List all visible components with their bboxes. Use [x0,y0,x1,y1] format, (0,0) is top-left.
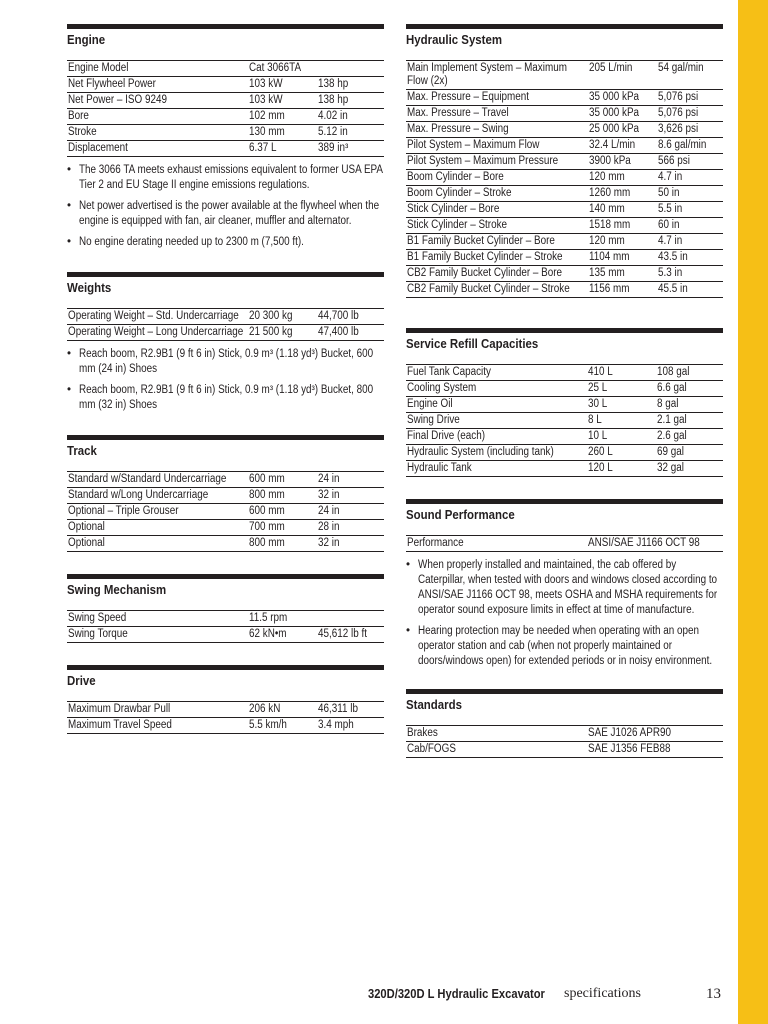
table-row: Bore 102 mm 4.02 in [67,109,384,125]
list-item: • Reach boom, R2.9B1 (9 ft 6 in) Stick, 0.9 m³ (1.18 yd³) Bucket, 800 mm (32 in) Shoes [67,383,384,413]
table-row: B1 Family Bucket Cylinder – Stroke 1104 mm 43.5 in [406,250,723,266]
table-row: Swing Drive 8 L 2.1 gal [406,413,723,429]
list-item: • No engine derating needed up to 2300 m (7,500 ft). [67,235,384,250]
weights-section [67,272,384,413]
weights-notes [67,347,384,413]
standards-section [406,689,723,758]
page-number: 13 [706,986,721,1002]
table-row: Performance ANSI/SAE J1166 OCT 98 [406,536,723,552]
swing-table [67,610,384,643]
section-title: Service Refill Capacities [406,336,539,351]
standards-table [406,725,723,758]
section-title: Track [67,443,97,458]
yellow-edge-bar [738,0,768,1024]
track-table [67,471,384,552]
drive-section [67,665,384,734]
table-row: Max. Pressure – Equipment 35 000 kPa 5,076 psi [406,90,723,106]
drive-table [67,701,384,734]
table-row: Max. Pressure – Swing 25 000 kPa 3,626 psi [406,122,723,138]
list-item: • Reach boom, R2.9B1 (9 ft 6 in) Stick, 0.9 m³ (1.18 yd³) Bucket, 600 mm (24 in) Shoes [67,347,384,377]
engine-notes [67,163,384,250]
section-title: Hydraulic System [406,32,503,47]
list-item: • The 3066 TA meets exhaust emissions equivalent to former USA EPA Tier 2 and EU Stage II engine emissions regulations. [67,163,384,193]
left-column [67,24,384,734]
table-row: Operating Weight – Std. Undercarriage 20 300 kg 44,700 lb [67,309,384,325]
section-title: Weights [67,280,112,295]
table-row: Standard w/Standard Undercarriage 600 mm 24 in [67,472,384,488]
refill-section [406,328,723,477]
sound-table [406,535,723,552]
table-row: Engine Model Cat 3066TA [67,61,384,77]
table-row: Pilot System – Maximum Flow 32.4 L/min 8.6 gal/min [406,138,723,154]
table-row: Max. Pressure – Travel 35 000 kPa 5,076 psi [406,106,723,122]
table-row: Boom Cylinder – Bore 120 mm 4.7 in [406,170,723,186]
table-row: Cooling System 25 L 6.6 gal [406,381,723,397]
track-section [67,435,384,552]
table-row: CB2 Family Bucket Cylinder – Bore 135 mm 5.3 in [406,266,723,282]
table-row: Final Drive (each) 10 L 2.6 gal [406,429,723,445]
table-row: Fuel Tank Capacity 410 L 108 gal [406,365,723,381]
table-row: Stick Cylinder – Bore 140 mm 5.5 in [406,202,723,218]
table-row: Pilot System – Maximum Pressure 3900 kPa 566 psi [406,154,723,170]
table-row: Boom Cylinder – Stroke 1260 mm 50 in [406,186,723,202]
right-column [406,24,723,758]
table-row: Stroke 130 mm 5.12 in [67,125,384,141]
section-title: Drive [67,673,96,688]
table-row: Maximum Travel Speed 5.5 km/h 3.4 mph [67,718,384,734]
table-row: Net Flywheel Power 103 kW 138 hp [67,77,384,93]
table-row: Maximum Drawbar Pull 206 kN 46,311 lb [67,702,384,718]
table-row: Cab/FOGS SAE J1356 FEB88 [406,742,723,758]
table-row: Net Power – ISO 9249 103 kW 138 hp [67,93,384,109]
table-row: Engine Oil 30 L 8 gal [406,397,723,413]
swing-section [67,574,384,643]
section-title: Swing Mechanism [67,582,167,597]
section-title: Sound Performance [406,507,515,522]
section-title: Engine [67,32,106,47]
weights-table [67,308,384,341]
footer-model-title: 320D/320D L Hydraulic Excavator [368,986,545,1001]
table-row: B1 Family Bucket Cylinder – Bore 120 mm 4.7 in [406,234,723,250]
sound-section [406,499,723,669]
sound-notes [406,558,723,669]
engine-section [67,24,384,250]
table-row: Main Implement System – Maximum Flow (2x) 205 L/min 54 gal/min [406,61,723,90]
table-row: Optional 800 mm 32 in [67,536,384,552]
table-row: Standard w/Long Undercarriage 800 mm 32 in [67,488,384,504]
list-item: • Hearing protection may be needed when operating with an open operator station and cab (when not properly maintained or doors/windows open) for extended periods or in noisy environment. [406,624,723,669]
table-row: CB2 Family Bucket Cylinder – Stroke 1156 mm 45.5 in [406,282,723,298]
engine-table [67,60,384,157]
table-row: Hydraulic System (including tank) 260 L 69 gal [406,445,723,461]
list-item: • Net power advertised is the power available at the flywheel when the engine is equipped with fan, air cleaner, muffler and alternator. [67,199,384,229]
table-row: Stick Cylinder – Stroke 1518 mm 60 in [406,218,723,234]
table-row: Swing Speed 11.5 rpm [67,611,384,627]
page-footer [368,986,641,1001]
table-row: Optional 700 mm 28 in [67,520,384,536]
table-row: Brakes SAE J1026 APR90 [406,726,723,742]
hydraulic-table [406,60,723,298]
table-row: Optional – Triple Grouser 600 mm 24 in [67,504,384,520]
section-title: Standards [406,697,462,712]
table-row: Hydraulic Tank 120 L 32 gal [406,461,723,477]
hydraulic-section [406,24,723,298]
footer-suffix: specifications [564,986,641,1001]
table-row: Displacement 6.37 L 389 in³ [67,141,384,157]
table-row: Operating Weight – Long Undercarriage 21 500 kg 47,400 lb [67,325,384,341]
table-row: Swing Torque 62 kN•m 45,612 lb ft [67,627,384,643]
list-item: • When properly installed and maintained, the cab offered by Caterpillar, when tested with doors and windows closed according to ANSI/SAE J1166 OCT 98, meets OSHA and MSHA requirements for operator sound exposure limits in effect at time of manufacture. [406,558,723,618]
refill-table [406,364,723,477]
